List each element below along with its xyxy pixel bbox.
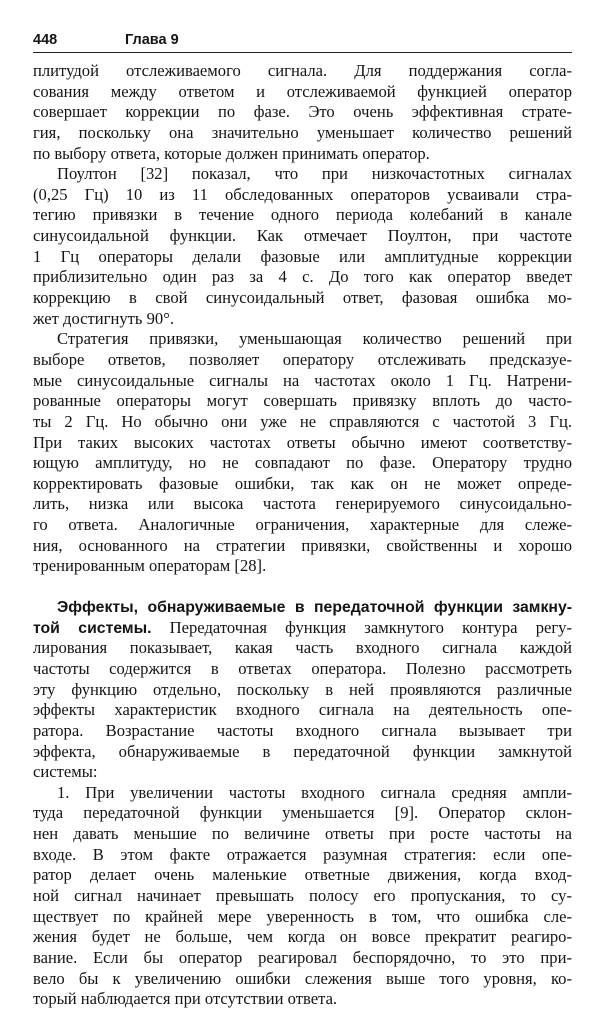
text-line: гия, поскольку она значительно уменьшает количество решений xyxy=(33,122,572,142)
text-line: сования между ответом и отслеживаемой функцией оператор xyxy=(33,81,572,101)
text-line: корректировать фазовые ошибки, так как он не может опреде- xyxy=(33,473,572,493)
text-line: входе. В этом факте отражается разумная стратегия: если опе- xyxy=(33,844,572,864)
text-line: 1 Гц операторы делали фазовые или амплитудные коррекции xyxy=(33,246,572,266)
text-line: коррекцию в свой синусоидальный ответ, фазовая ошибка мо- xyxy=(33,288,572,308)
text-line: вело бы к увеличению ошибки слежения выше того уровня, ко- xyxy=(33,968,572,988)
text-line: жения будет не больше, чем когда он вовсе прекратит реагиро- xyxy=(33,927,572,947)
text-line: лить, низка или высока частота генерируемого синусоидально- xyxy=(33,494,572,514)
text-line: по выбору ответа, которые должен принимать оператор. xyxy=(33,143,430,163)
text-line: тегию привязки в течение одного периода колебаний в канале xyxy=(33,205,572,225)
text-line: ной сигнал начинает превышать полосу его пропускания, то су- xyxy=(33,885,572,905)
chapter-title: Глава 9 xyxy=(125,32,179,48)
text-line: мые синусоидальные сигналы на частотах около 1 Гц. Натрени- xyxy=(33,370,572,390)
section-heading xyxy=(33,597,572,618)
text-line: го ответа. Аналогичные ограничения, характерные для слеже- xyxy=(33,515,572,535)
text-line: выборе ответов, позволяет оператору отслеживать предсказуе- xyxy=(33,349,572,369)
text-line: частоты содержится в ответах оператора. Полезно рассмотреть xyxy=(33,658,572,678)
text-line: лирования показывает, какая часть входного сигнала каждой xyxy=(33,638,572,658)
text-line xyxy=(33,618,572,639)
text-line: совершает коррекции по фазе. Это очень эффективная страте- xyxy=(33,102,572,122)
list-item xyxy=(33,783,572,1010)
section-heading-end: той системы. xyxy=(33,619,152,637)
text-line: ния, основанного на стратегии привязки, свойственны и хорошо xyxy=(33,535,572,555)
text-line: ратор делает очень маленькие ответные движения, когда вход- xyxy=(33,865,572,885)
text-line: жет достигнуть 90°. xyxy=(33,308,174,328)
text-line: приблизительно один раз за 4 с. До того как оператор введет xyxy=(33,267,572,287)
text-line: Поултон [32] показал, что при низкочастотных сигналах xyxy=(57,164,572,184)
paragraph xyxy=(33,61,572,164)
page-body xyxy=(33,61,572,1010)
text-line: торый наблюдается при отсутствии ответа. xyxy=(33,989,338,1009)
section-gap xyxy=(33,577,572,597)
text-line: системы: xyxy=(33,762,98,782)
text-line: ществует по крайней мере уверенность в том, что ошибка сле- xyxy=(33,906,572,926)
text-line: синусоидальной функции. Как отмечает Поултон, при частоте xyxy=(33,226,572,246)
text-line: ты 2 Гц. Но обычно они уже не справляются с частотой 3 Гц. xyxy=(33,411,572,431)
text-line: ратора. Возрастание частоты входного сигнала вызывает три xyxy=(33,720,572,740)
text-line: рованные операторы могут совершать привязку вплоть до часто- xyxy=(33,391,572,411)
paragraph xyxy=(33,329,572,577)
text-line: эффекта, обнаруживаемые в передаточной функции замкнутой xyxy=(33,741,572,761)
text-line: 1. При увеличении частоты входного сигнала средняя ампли- xyxy=(57,782,572,802)
text-line: нен давать меньшие по величине ответы при росте частоты на xyxy=(33,824,572,844)
text-line: вание. Если бы оператор реагировал беспорядочно, то это при- xyxy=(33,947,572,967)
text-line: ющую амплитуду, но не совпадают по фазе. Оператору трудно xyxy=(33,453,572,473)
text-line: эту функцию отдельно, поскольку в ней проявляются различные xyxy=(33,679,572,699)
text-line: При таких высоких частотах ответы обычно имеют соответству- xyxy=(33,432,572,452)
text-line: тренированным операторам [28]. xyxy=(33,556,267,576)
section-text-start: Передаточная функция замкнутого контура регу- xyxy=(169,617,572,637)
paragraph xyxy=(33,164,572,329)
text-line: туда передаточной функции уменьшается [9]. Оператор склон- xyxy=(33,803,572,823)
section xyxy=(33,597,572,783)
running-header xyxy=(33,30,572,53)
text-line: эффекты характеристик входного сигнала на деятельность опе- xyxy=(33,700,572,720)
page-number: 448 xyxy=(33,32,58,48)
text-line: плитудой отслеживаемого сигнала. Для поддержания согла- xyxy=(33,61,572,80)
text-line: Стратегия привязки, уменьшающая количество решений при xyxy=(57,329,572,349)
text-line: (0,25 Гц) 10 из 11 обследованных операторов усваивали стра- xyxy=(33,184,572,204)
section-heading-text: Эффекты, обнаруживаемые в передаточной функции замкну- xyxy=(57,599,572,617)
